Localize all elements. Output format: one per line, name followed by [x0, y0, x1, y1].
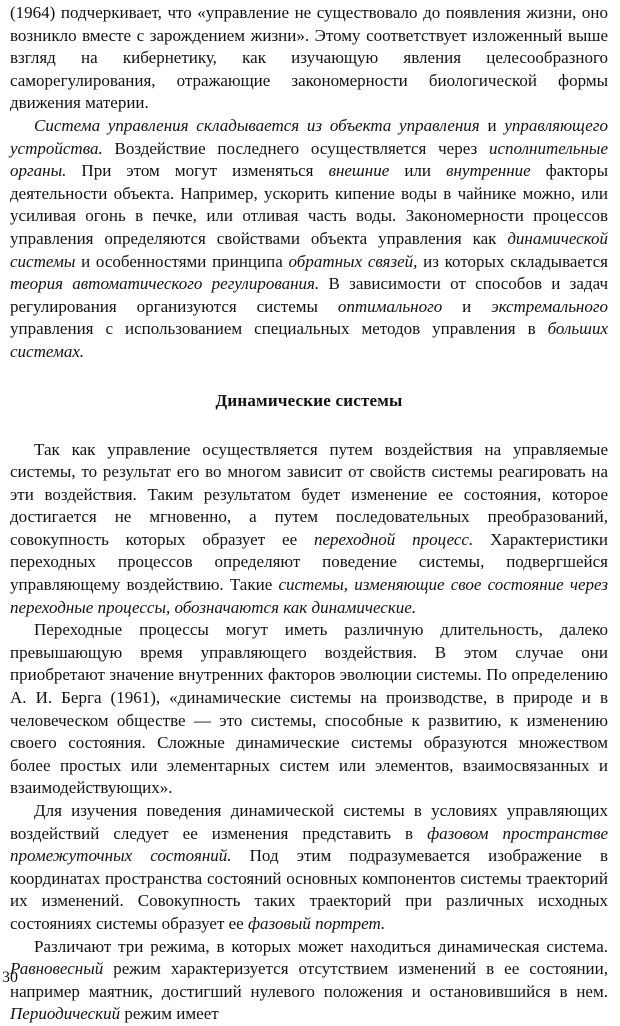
text-run: Характеристики переходных процессов определяют поведение системы, подвергшейся управляющему воздействию. Такие — [10, 529, 609, 595]
italic-term: фазовый портрет. — [247, 913, 386, 933]
text-run: и — [479, 115, 505, 135]
text-run: В зависимости от способов и задач регулирования организуются системы — [10, 274, 608, 316]
text-run: При этом могут изменяться — [66, 161, 329, 181]
text-run: Так как управление осуществляется путем воздействия на управляемые системы, то результат его во многом зависит от свойств системы реагировать на эти воздействия. Таким результатом будет изменение ее состояния, которое достигается не мгновенно, а путем последовательных преобразований, совокупность которых образует ее — [10, 439, 608, 549]
text-run: управления с использованием специальных методов управления в — [10, 319, 548, 339]
text-run: Под этим подразумевается изображение в координатах пространства состояний основных компонентов системы траекторий их изменений. Совокупность таких траекторий при различных исходных состояниях системы образует ее — [10, 846, 608, 933]
text-run: Для изучения поведения динамической системы в условиях управляющих воздействий следует ее изменения представить в — [10, 801, 608, 843]
paragraph-three-modes — [10, 936, 608, 1026]
italic-term: переходной процесс. — [313, 529, 474, 549]
paragraph-control-system — [10, 115, 608, 364]
italic-term: Периодический — [10, 1004, 121, 1024]
text-run: режим имеет — [120, 1004, 219, 1024]
text-run: и особенностями принципа — [75, 251, 289, 271]
italic-term: управляющего устройства. — [10, 115, 608, 158]
italic-term: внутренние — [446, 161, 531, 181]
section-heading: Динамические системы — [215, 390, 403, 410]
italic-term: теория автоматического регулирования. — [10, 274, 320, 294]
paragraph-berg-definition: Переходные процессы могут иметь различную длительность, далеко превышающую время управляющего воздействия. В этом случае они приобретают значение внутренних факторов эволюции системы. По определению А. И. Берга (1961), «динамические системы на производстве, в природе и в человеческом обществе — это системы, способные к развитию, к изменению своего состояния. Сложные динамические системы образуются множеством более простых или элементарных систем или элементов, взаимосвязанных и взаимодействующих». — [10, 620, 608, 798]
italic-term: динамической системы — [10, 228, 608, 271]
text-run: и — [442, 296, 492, 316]
paragraph-transient-process — [10, 439, 608, 620]
italic-term: экстремального — [491, 296, 608, 316]
paragraph-intro-continuation: (1964) подчеркивает, что «управление не существовало до появления жизни, оно возникло вместе с зарождением жизни». Этому соответствует изложенный выше взгляд на кибернетику, как изучающую явления целесообразного саморегулирования, отражающие закономерности биологической формы движения материи. — [10, 3, 608, 113]
italic-term: больших системах. — [10, 319, 608, 361]
italic-term: исполнительные органы. — [10, 138, 608, 181]
italic-term: фазовом пространстве промежуточных состояний. — [10, 823, 608, 866]
italic-term: системы, изменяющие свое состояние через переходные процессы, обозначаются как динамические. — [10, 575, 608, 617]
text-run: Различают три режима, в которых может находиться динамическая система. — [34, 936, 608, 956]
text-run: из которых складывается — [417, 251, 608, 271]
italic-term: внешние — [328, 161, 390, 181]
italic-term: оптимального — [337, 296, 443, 316]
text-run: Воздействие последнего осуществляется через — [102, 138, 489, 158]
text-run: или — [389, 161, 447, 181]
page-number: 30 — [2, 969, 18, 986]
paragraph-phase-space — [10, 800, 608, 936]
italic-term: Равновесный — [10, 959, 104, 979]
text-run: факторы деятельности объекта. Например, ускорить кипение воды в чайнике можно, или усиливая огонь в печке, или отливая часть воды. Закономерности процессов управления определяются свойствами объекта управления как — [10, 161, 608, 248]
text-run: режим характеризуется отсутствием изменений в ее состоянии, например маятник, достигший нулевого положения и остановившийся в нем. — [10, 959, 608, 1001]
italic-term: обратных связей, — [288, 251, 418, 271]
italic-term: Система управления складывается из объекта управления — [34, 115, 480, 135]
